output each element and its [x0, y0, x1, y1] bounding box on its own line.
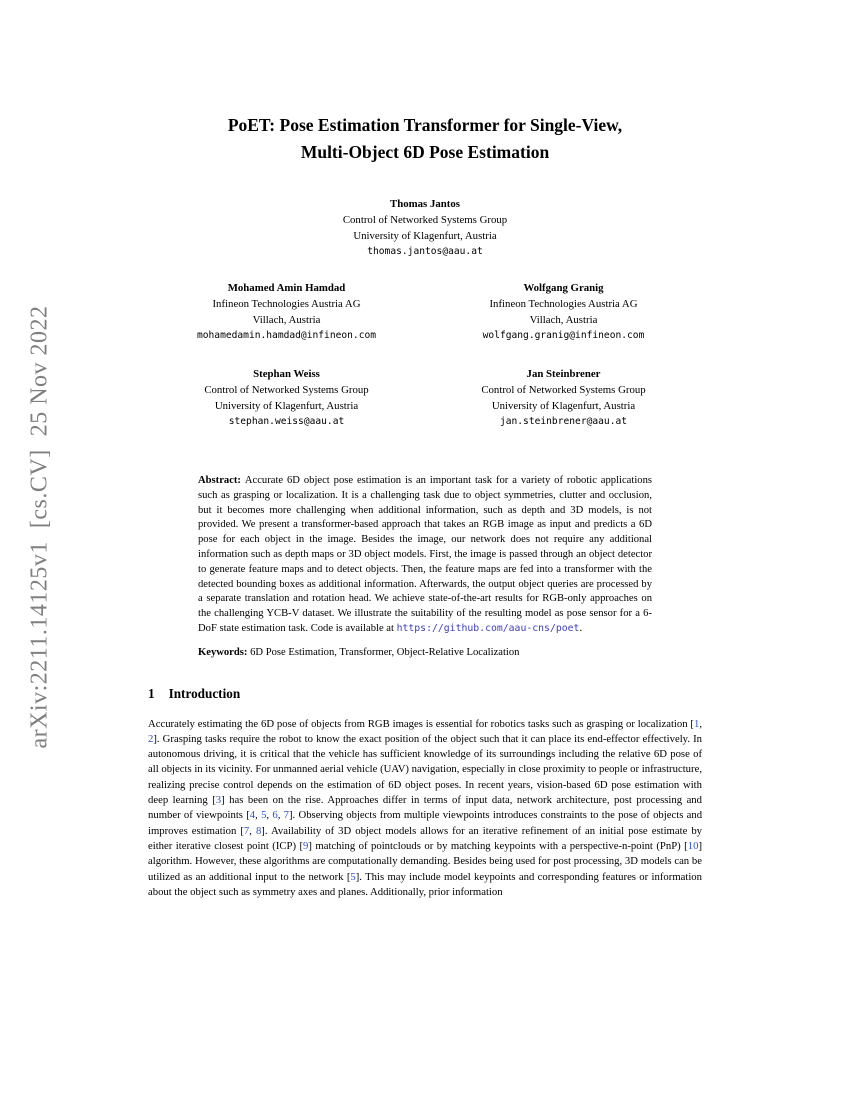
- citation-link[interactable]: 7: [243, 824, 250, 837]
- keywords-line: [198, 646, 652, 661]
- section-title: Introduction: [168, 685, 241, 701]
- author-affiliation: Villach, Austria: [529, 314, 598, 326]
- citation-link[interactable]: 4: [249, 809, 256, 822]
- text-segment: ]. Availability of 3D object models allows for an iterative refinement of an initial pose estimate by either iterative closest point (ICP) [: [148, 824, 703, 852]
- paper-content: [148, 0, 702, 900]
- author-affiliation: Control of Networked Systems Group: [342, 214, 508, 226]
- citation-link[interactable]: 3: [215, 794, 222, 807]
- author-block: [148, 366, 425, 430]
- text-segment: 6D Pose Estimation, Transformer, Object-Relative Localization: [250, 646, 520, 658]
- text-segment: ,: [249, 824, 256, 837]
- text-segment: ,: [699, 717, 702, 730]
- author-affiliation: Control of Networked Systems Group: [481, 384, 646, 396]
- citation-link[interactable]: 2: [148, 732, 154, 745]
- text-segment: Accurately estimating the 6D pose of objects from RGB images is essential for robotics tasks such as grasping or localization [: [148, 717, 694, 730]
- text-segment: ] has been on the rise. Approaches differ in terms of input data, network architecture, post processing and number of viewpoints [: [148, 794, 702, 822]
- citation-link[interactable]: 8: [255, 824, 262, 837]
- author-name: Jan Steinbrener: [526, 368, 601, 380]
- citation-link[interactable]: 5: [350, 870, 356, 883]
- citation-link[interactable]: 9: [303, 839, 309, 852]
- author-block: [148, 280, 425, 344]
- author-affiliation: University of Klagenfurt, Austria: [491, 400, 636, 412]
- author-affiliation: University of Klagenfurt, Austria: [353, 230, 497, 242]
- author-email: mohamedamin.hamdad@infineon.com: [196, 330, 377, 341]
- author-row: [148, 366, 702, 430]
- author-affiliation: Infineon Technologies Austria AG: [212, 298, 361, 310]
- text-segment: ,: [266, 809, 273, 822]
- text-segment: ]. This may include model keypoints and corresponding features or information about the object such as symmetry axes and planes. Additionally, prior information: [148, 870, 702, 898]
- text-segment: ,: [277, 809, 284, 822]
- citation-link[interactable]: 5: [261, 809, 267, 822]
- citation-link[interactable]: 6: [272, 809, 278, 822]
- text-segment: Accurate 6D object pose estimation is an important task for a variety of robotic applications such as grasping or localization. It is a challenging task due to object symmetries, clutter and occlusion, but it becomes more challenging when additional information, such as depth and 3D models, is not provided. We present a transformer-based approach that takes an RGB image as input and predicts a 6D pose for each object in the image. Besides the image, our network does not require any additional information such as depth maps or 3D object models. First, the image is passed through an object detector to generate feature maps and to detect objects. Then, the feature maps are fed into a transformer with the detected bounding boxes as additional information. Afterwards, the output object queries are processed by a separate translation and rotation head. We achieve state-of-the-art results for RGB-only approaches on the challenging YCB-V dataset. We illustrate the suitability of the resulting model as pose sensor for a 6-DoF state estimation task. Code is available at: [198, 475, 652, 634]
- introduction-paragraph: [148, 717, 702, 901]
- author-block-first: [148, 196, 702, 260]
- citation-link[interactable]: 10: [687, 839, 699, 852]
- author-email: thomas.jantos@aau.at: [367, 246, 483, 257]
- arxiv-watermark: arXiv:2211.14125v1 [cs.CV] 25 Nov 2022: [26, 305, 53, 749]
- section-heading-introduction: [148, 685, 702, 703]
- abstract-paragraph: [198, 474, 652, 637]
- author-affiliation: University of Klagenfurt, Austria: [214, 400, 359, 412]
- text-segment: ] matching of pointclouds or by matching keypoints with a perspective-n-point (PnP) [: [308, 839, 688, 852]
- paper-title-line-2: Multi-Object 6D Pose Estimation: [300, 142, 550, 162]
- citation-link[interactable]: 7: [283, 809, 289, 822]
- author-affiliation: Infineon Technologies Austria AG: [489, 298, 638, 310]
- author-name: Wolfgang Granig: [523, 282, 604, 294]
- author-email: wolfgang.granig@infineon.com: [482, 330, 645, 341]
- author-grid: [148, 280, 702, 430]
- author-row: [148, 280, 702, 344]
- author-affiliation: Villach, Austria: [252, 314, 321, 326]
- author-block: [425, 280, 702, 344]
- author-name: Stephan Weiss: [253, 368, 320, 380]
- paper-title-line-1: PoET: Pose Estimation Transformer for Single-View,: [227, 115, 623, 135]
- citation-link[interactable]: 1: [693, 717, 700, 730]
- url-link[interactable]: https://github.com/aau-cns/poet: [396, 622, 580, 634]
- section-number: 1: [148, 685, 155, 701]
- author-email: jan.steinbrener@aau.at: [499, 416, 628, 427]
- bold-label: Abstract:: [198, 475, 245, 486]
- text-segment: .: [579, 622, 583, 634]
- author-name: Thomas Jantos: [390, 198, 460, 210]
- author-name: Mohamed Amin Hamdad: [227, 282, 346, 294]
- text-segment: ] algorithm. However, these algorithms are computationally demanding. Besides being used for post processing, 3D models can be utilized as an additional input to the network [: [148, 839, 702, 883]
- text-segment: ]. Observing objects from multiple viewpoints introduces constraints to the pose of objects and improves estimation [: [148, 809, 703, 837]
- paper-title: [148, 112, 702, 166]
- bold-label: Keywords:: [198, 646, 251, 658]
- author-affiliation: Control of Networked Systems Group: [204, 384, 369, 396]
- author-email: stephan.weiss@aau.at: [228, 416, 345, 427]
- text-segment: ]. Grasping tasks require the robot to know the exact position of the object such that it can place its end-effector effectively. In autonomous driving, it is critical that the vehicle has sufficient knowledge of its surroundings including the relative 6D pose of all objects in its vicinity. For unmanned aerial vehicle (UAV) navigation, especially in close proximity to people or infrastructure, realizing precise control depends on the estimation of 6D object poses. In recent years, vision-based 6D pose estimation with deep learning [: [148, 732, 702, 807]
- author-block: [425, 366, 702, 430]
- text-segment: ,: [255, 809, 262, 822]
